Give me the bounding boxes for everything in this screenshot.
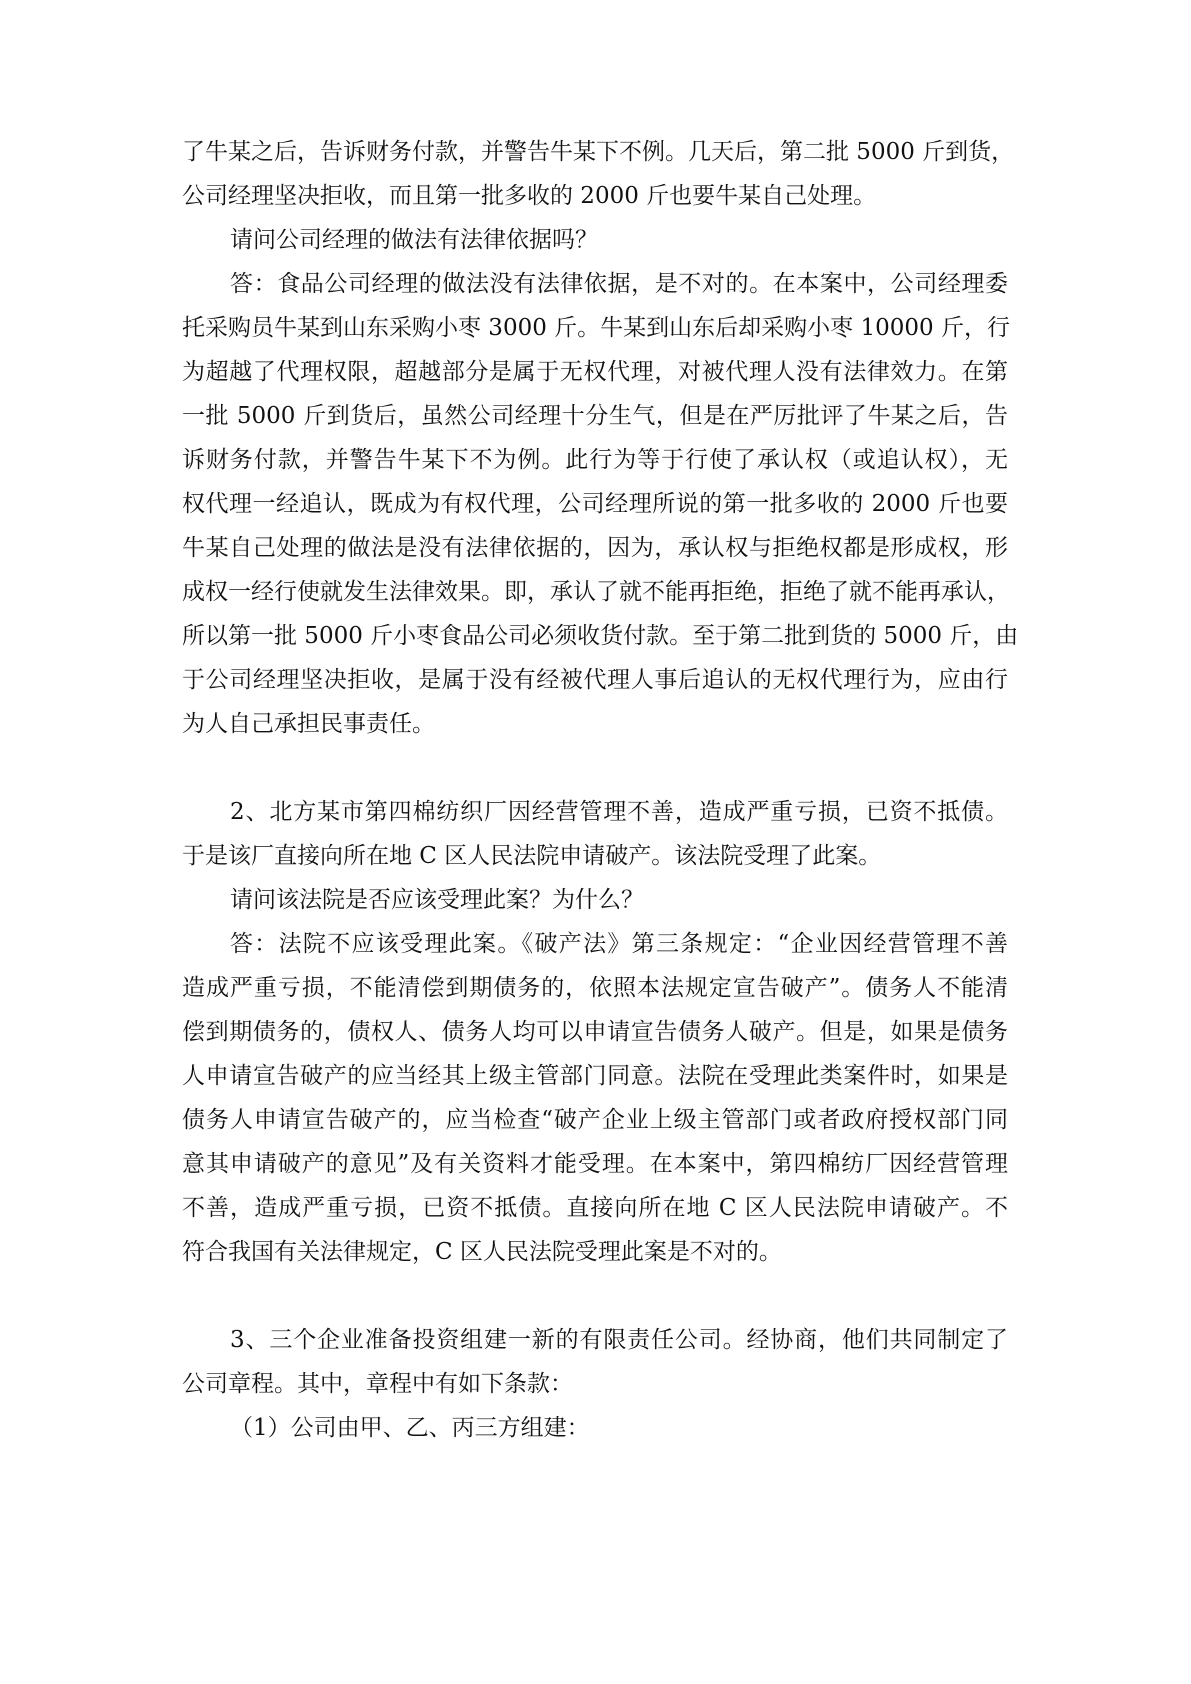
text-line: 为超越了代理权限，超越部分是属于无权代理，对被代理人没有法律效力。在第 (182, 359, 1008, 385)
text-line: 托采购员牛某到山东采购小枣 3000 斤。牛某到山东后却采购小枣 10000 斤，行 (182, 315, 1010, 341)
text-line: 请问公司经理的做法有法律依据吗？ (230, 227, 598, 253)
text-line: 符合我国有关法律规定，C 区人民法院受理此案是不对的。 (182, 1239, 782, 1265)
paragraph (182, 878, 1008, 922)
paragraph (182, 262, 1019, 746)
text-line: 不善，造成严重亏损，已资不抵债。直接向所在地 C 区人民法院申请破产。不 (182, 1195, 1008, 1221)
text-line: 请问该法院是否应该受理此案？为什么？ (230, 887, 644, 913)
text-line: 2、北方某市第四棉纺织厂因经营管理不善，造成严重亏损，已资不抵债。 (230, 799, 1008, 825)
text-line: 一批 5000 斤到货后，虽然公司经理十分生气，但是在严厉批评了牛某之后，告 (182, 403, 1008, 429)
text-line: 诉财务付款，并警告牛某下不为例。此行为等于行使了承认权（或追认权），无 (182, 447, 1008, 473)
text-line: 成权一经行使就发生法律效果。即，承认了就不能再拒绝，拒绝了就不能再承认， (182, 579, 1010, 605)
text-line: 答：食品公司经理的做法没有法律依据，是不对的。在本案中，公司经理委 (230, 271, 1008, 297)
text-line: 为人自己承担民事责任。 (182, 711, 435, 737)
text-line: 人申请宣告破产的应当经其上级主管部门同意。法院在受理此类案件时，如果是 (182, 1063, 1008, 1089)
paragraph (182, 790, 1008, 878)
paragraph (182, 1406, 1008, 1450)
text-line: 公司经理坚决拒收，而且第一批多收的 2000 斤也要牛某自己处理。 (182, 183, 877, 209)
paragraph-spacer (182, 746, 1008, 790)
text-line: 于公司经理坚决拒收，是属于没有经被代理人事后追认的无权代理行为，应由行 (182, 667, 1008, 693)
text-line: 公司章程。其中，章程中有如下条款： (182, 1371, 573, 1397)
text-line: 债务人申请宣告破产的，应当检查“破产企业上级主管部门或者政府授权部门同 (182, 1107, 1008, 1133)
text-line: 答：法院不应该受理此案。《破产法》第三条规定：“企业因经营管理不善 (230, 931, 1008, 957)
document-body (182, 130, 1019, 1450)
paragraph (182, 130, 1015, 218)
text-line: 于是该厂直接向所在地 C 区人民法院申请破产。该法院受理了此案。 (182, 843, 882, 869)
text-line: 权代理一经追认，既成为有权代理，公司经理所说的第一批多收的 2000 斤也要 (182, 491, 1008, 517)
text-line: 牛某自己处理的做法是没有法律依据的，因为，承认权与拒绝权都是形成权，形 (182, 535, 1008, 561)
document-page (182, 130, 1019, 1450)
paragraph (182, 922, 1008, 1274)
text-line: 了牛某之后，告诉财务付款，并警告牛某下不例。几天后，第二批 5000 斤到货， (182, 139, 1015, 165)
text-line: 3、三个企业准备投资组建一新的有限责任公司。经协商，他们共同制定了 (230, 1327, 1008, 1353)
paragraph (182, 1318, 1008, 1406)
text-line: 造成严重亏损，不能清偿到期债务的，依照本法规定宣告破产”。债务人不能清 (182, 975, 1008, 1001)
text-line: 所以第一批 5000 斤小枣食品公司必须收货付款。至于第二批到货的 5000 斤，由 (182, 623, 1019, 649)
paragraph-spacer (182, 1274, 1008, 1318)
text-line: （1）公司由甲、乙、丙三方组建： (230, 1415, 590, 1441)
paragraph (182, 218, 1008, 262)
text-line: 偿到期债务的，债权人、债务人均可以申请宣告债务人破产。但是，如果是债务 (182, 1019, 1008, 1045)
text-line: 意其申请破产的意见”及有关资料才能受理。在本案中，第四棉纺厂因经营管理 (182, 1151, 1008, 1177)
